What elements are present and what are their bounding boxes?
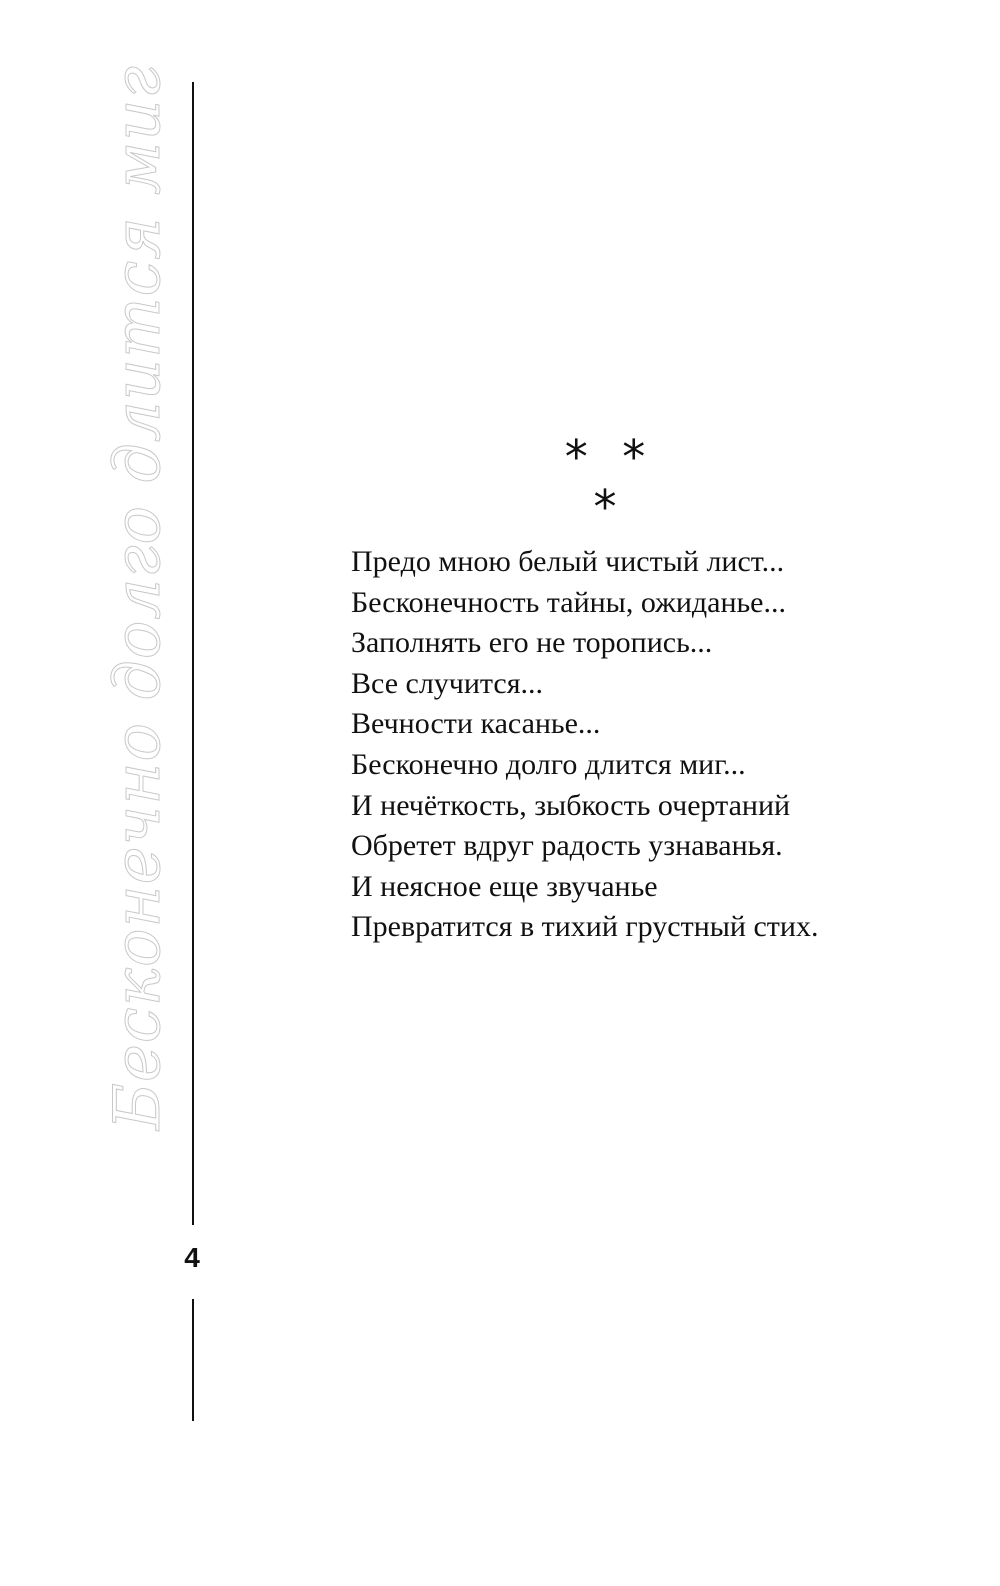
- page-number: 4: [184, 1242, 200, 1273]
- poem-separator: * * *: [564, 430, 656, 534]
- poem-line: И нечёткость, зыбкость очертаний: [351, 788, 791, 822]
- margin-rule-top: [192, 82, 194, 1225]
- margin-rule-bottom: [192, 1299, 194, 1421]
- poem-line: Заполнять его не торопись...: [351, 626, 713, 660]
- poem-line: Все случится...: [351, 666, 544, 700]
- poem-line: Предо мною белый чистый лист...: [351, 545, 785, 578]
- poem-line: Бесконечность тайны, ожиданье...: [351, 585, 786, 619]
- poem-line: Превратится в тихий грустный стих.: [351, 910, 819, 944]
- poem-line: Вечности касанье...: [351, 707, 601, 741]
- poem-line: Бесконечно долго длится миг...: [351, 747, 746, 781]
- poem: [351, 542, 951, 948]
- poem-line: Обретет вдруг радость узнаванья.: [351, 829, 783, 863]
- poem-line: И неясное еще звучанье: [351, 869, 658, 903]
- running-title: Бесконечно долго длится миг: [101, 65, 175, 1130]
